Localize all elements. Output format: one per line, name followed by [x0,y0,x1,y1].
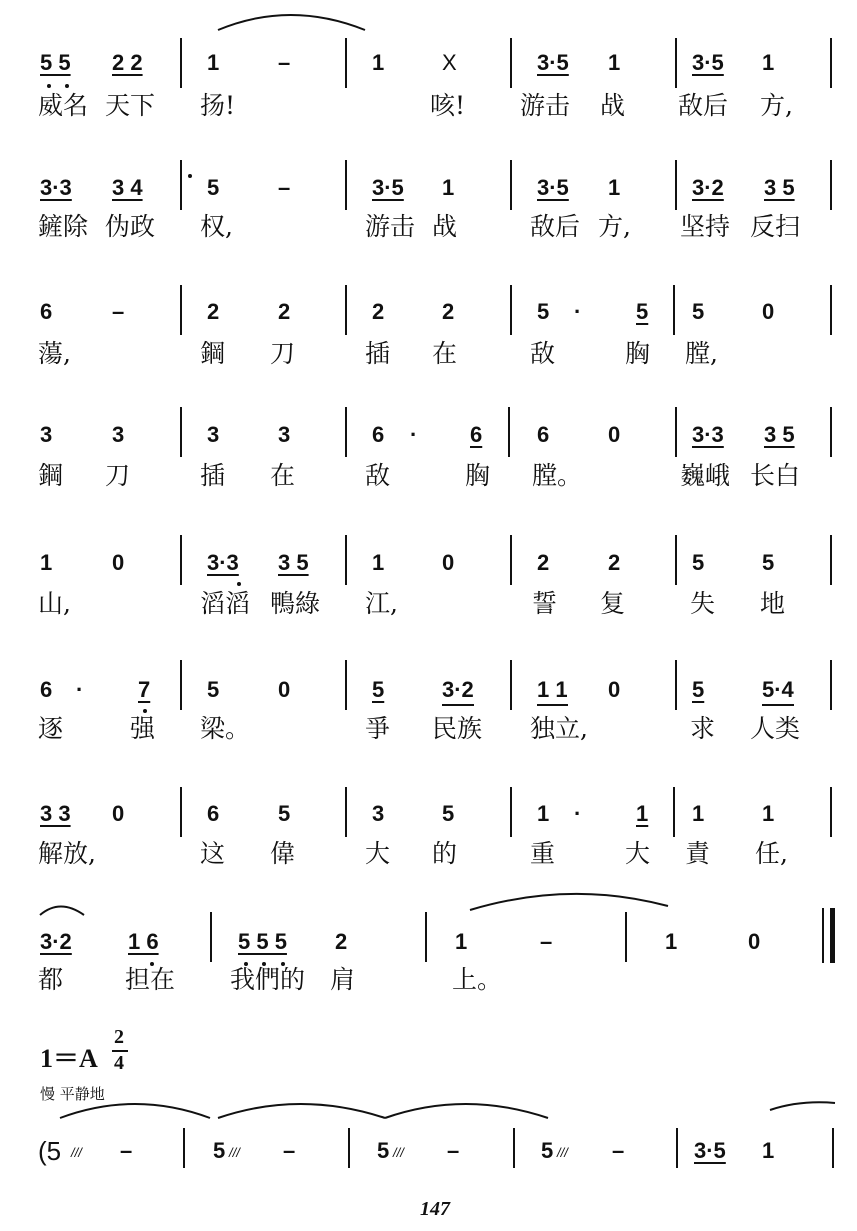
barline [183,1128,185,1168]
note-group: 5·4 [762,679,794,706]
note-group: 3·5 [694,1138,726,1163]
barline [345,660,347,710]
lyric: 威名 [38,91,89,120]
lyric: 山, [38,589,71,618]
lyric: 在 [270,461,296,490]
barline [510,38,512,88]
note-group: 1 1 [537,679,568,706]
dot-extension: · [574,801,582,826]
note: 3 [40,422,53,447]
time-signature-bottom: 4 [114,1052,124,1074]
barline [830,407,832,457]
lyric: 敌后 [530,212,581,241]
low-octave-dot [47,84,51,88]
lyric: 我們的 [230,965,306,994]
note-group: 3 3 [40,801,71,826]
lyric: 独立, [530,714,588,743]
note-group: 3·3 [207,550,239,575]
lyric: 蕩, [38,339,71,368]
note: 0 [608,677,621,702]
barline [345,285,347,335]
barline [673,285,675,335]
lyric: 肩 [330,965,356,994]
tie-slur [218,15,365,30]
note: 6 [537,422,550,447]
note: 0 [112,550,125,575]
tie-slur [40,907,84,916]
lyric: 江, [365,589,398,618]
time-signature-top: 2 [114,1026,124,1048]
tempo-marking: 慢 平静地 [40,1085,105,1103]
lyric: 大 [365,839,391,868]
dash: – [112,299,125,324]
barline [348,1128,350,1168]
dash: – [278,175,291,200]
note: 0 [112,801,125,826]
barline [508,407,510,457]
barline [180,285,182,335]
tremolo-mark: /// [393,1145,404,1160]
lyric: 胸 [465,461,491,490]
note-group: 1 6 [128,929,159,954]
note-underlined: 5 [692,677,705,702]
note: 0 [278,677,291,702]
note-group: 3·5 [372,175,404,200]
note-underlined: 5 [636,299,649,324]
barline [425,912,427,962]
barline [345,160,347,210]
lyric: 担在 [125,965,176,994]
note-group: 3·2 [40,929,72,954]
note: 3 [278,422,291,447]
final-barline-thin [822,908,824,963]
dash: – [447,1138,460,1163]
lyric: 人类 [750,714,801,743]
barline [510,787,512,837]
note: 5 [442,801,455,826]
lyric: 反扫 [750,212,801,241]
tie-slur [770,1102,835,1110]
low-octave-dot [65,84,69,88]
barline [832,1128,834,1168]
tremolo-mark: /// [557,1145,568,1160]
lyric: 滔滔 [200,589,251,618]
note: 6 [40,677,53,702]
note: 1 [372,50,385,75]
lyric: 刀 [270,339,296,368]
lyric: 咳! [430,91,466,120]
note: 0 [762,299,775,324]
note: 2 [372,299,385,324]
lyric: 游击 [520,91,571,120]
note-group: 2 2 [112,50,143,75]
note-group: 3·2 [692,175,724,200]
lyric: 胸 [625,339,651,368]
lyric: 战 [600,91,626,120]
barline [675,160,677,210]
barline [510,535,512,585]
note: 1 [537,801,550,826]
lyric: 权, [200,212,233,241]
note: 1 [40,550,53,575]
lyric: 重 [530,839,556,868]
note: 2 [207,299,220,324]
note: 5 [207,677,220,702]
barline [180,787,182,837]
barline [180,38,182,88]
note: 2 [278,299,291,324]
lyric: 梁。 [200,714,251,743]
note: 5 [762,550,775,575]
barline [345,787,347,837]
dash: – [283,1138,296,1163]
lyric: 坚持 [680,212,731,241]
tie-slur [60,1104,210,1118]
barline [180,660,182,710]
tremolo-mark: /// [229,1145,240,1160]
note: 0 [442,550,455,575]
note-group: 3 5 [764,175,795,200]
note: 1 [442,175,455,200]
tie-slur [385,1104,548,1118]
note-group: 3 4 [112,175,143,200]
lyric: 插 [200,461,226,490]
key-signature: 1＝A [40,1044,98,1073]
lyric: 誓 [532,589,558,618]
barline [830,38,832,88]
final-barline-thick [830,908,835,963]
note: 5 [692,550,705,575]
lyric: 鴨綠 [270,589,321,618]
lyric: 巍峨 [680,461,731,490]
lyric: 鋼 [38,461,64,490]
note-group: 3·2 [442,679,474,706]
barline [675,407,677,457]
lyric: 这 [200,839,226,868]
barline [675,660,677,710]
lyric: 敌后 [678,91,729,120]
note-with-bracket: (5 [38,1136,62,1166]
note: 1 [692,801,705,826]
barline [625,912,627,962]
barline [830,787,832,837]
lyric: 任, [755,839,788,868]
lyric: 膛。 [532,461,583,490]
note: 5 [207,175,220,200]
note-group: 3·3 [692,422,724,447]
dot-extension: · [574,299,582,324]
dot-extension: · [410,422,418,447]
lyric: 方, [760,91,793,120]
lyric: 失 [690,589,716,618]
lyric: 在 [432,339,458,368]
lyric: 解放, [38,839,96,868]
dash: – [120,1138,133,1163]
tie-slur [218,1104,385,1118]
tremolo-mark: /// [71,1145,82,1160]
note: 3 [372,801,385,826]
barline [345,407,347,457]
note-underlined: 6 [470,422,483,447]
barline [830,160,832,210]
low-octave-dot [237,582,241,586]
lyric: 求 [690,714,716,743]
note-group: 5 5 [40,50,71,75]
lyric: 复 [600,589,626,618]
dash: – [612,1138,625,1163]
barline [180,160,182,210]
note: 5 [377,1138,390,1163]
lyric: 的 [432,839,458,868]
note: 5 [692,299,705,324]
lyric: 偉 [270,839,296,868]
lyric: 天下 [105,91,156,120]
note: 3 [207,422,220,447]
lyric: 逐 [38,714,64,743]
lyric: 刀 [105,461,131,490]
lyric: 扬! [200,91,236,120]
lyric: 爭 [365,714,391,743]
note: 1 [207,50,220,75]
note-underlined: 1 [636,801,649,826]
barline [510,660,512,710]
lyric: 战 [432,212,458,241]
lyric: 长白 [750,461,801,490]
note-underlined: 7 [138,677,151,702]
note-group: 3 5 [278,550,309,575]
lyric: 插 [365,339,391,368]
barline [180,407,182,457]
lyric: 伪政 [105,212,156,241]
lyric: 大 [625,839,651,868]
lyric: 敌 [365,461,391,490]
note: 1 [665,929,678,954]
note: 0 [748,929,761,954]
note: 3 [112,422,125,447]
page-number: 147 [420,1198,450,1220]
barline [830,285,832,335]
lyric: 地 [760,589,786,618]
lyric: 敌 [530,339,556,368]
dash: – [278,50,291,75]
note: 1 [762,801,775,826]
lyric: 游击 [365,212,416,241]
lyric: 民族 [432,714,483,743]
lyric: 責 [685,839,711,868]
note-group: 3·3 [40,175,72,200]
lyric: 方, [598,212,631,241]
note-group: 3·5 [537,175,569,200]
barline [673,787,675,837]
note: 6 [207,801,220,826]
barline [345,38,347,88]
barline [675,535,677,585]
barline [830,535,832,585]
dash: – [540,929,553,954]
note: 6 [372,422,385,447]
barline [676,1128,678,1168]
lyric: 鏟除 [38,212,89,241]
barline [210,912,212,962]
note-group: 3·5 [692,50,724,75]
note: 5 [213,1138,226,1163]
note: 6 [40,299,53,324]
note-group: 3·5 [537,50,569,75]
note: 1 [608,175,621,200]
barline [513,1128,515,1168]
lyric: 强 [130,714,156,743]
note: 1 [372,550,385,575]
lyric: 上。 [452,965,503,994]
note-group: 3 5 [764,422,795,447]
barline [675,38,677,88]
note: 2 [442,299,455,324]
barline [510,160,512,210]
note: 5 [541,1138,554,1163]
staccato-dot [188,174,192,178]
note: 1 [762,50,775,75]
lyric: 都 [38,965,64,994]
barline [830,660,832,710]
dot-extension: · [76,677,84,702]
note: 1 [608,50,621,75]
note: X [442,50,457,75]
note: 0 [608,422,621,447]
lyric: 膛, [685,339,718,368]
note: 2 [537,550,550,575]
note: 2 [608,550,621,575]
low-octave-dot [143,709,147,713]
barline [345,535,347,585]
barline [510,285,512,335]
note: 5 [278,801,291,826]
barline [180,535,182,585]
note: 1 [455,929,468,954]
tie-slur [470,894,668,910]
note-group: 5 5 5 [238,929,287,954]
note-underlined: 5 [372,677,385,702]
note: 1 [762,1138,775,1163]
note: 5 [537,299,550,324]
note: 2 [335,929,348,954]
lyric: 鋼 [200,339,226,368]
